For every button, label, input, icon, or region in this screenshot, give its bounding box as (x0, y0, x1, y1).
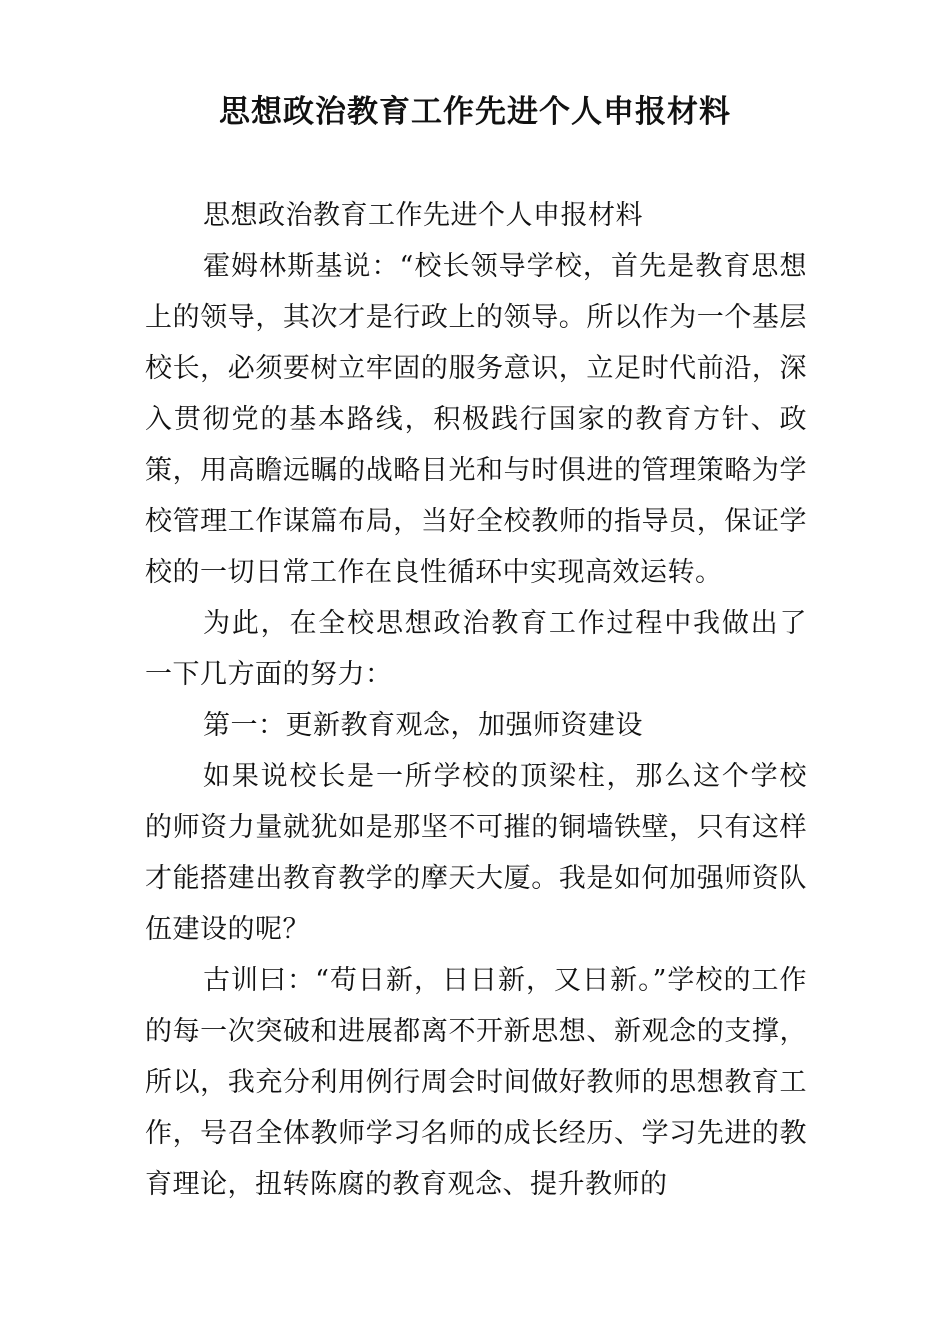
paragraph-efforts: 为此，在全校思想政治教育工作过程中我做出了一下几方面的努力： (145, 608, 807, 690)
paragraph-motto: 古训曰：“苟日新，日日新，又日新。”学校的工作的每一次突破和进展都离不开新思想、新观念的支撑，所以，我充分利用例行周会时间做好教师的思想教育工作，号召全体教师学习名师的成长经历、学习先进的教育理论，扭转陈腐的教育观念、提升教师的 (145, 965, 807, 1200)
document-title: 思想政治教育工作先进个人申报材料 (219, 94, 731, 130)
paragraph-subtitle: 思想政治教育工作先进个人申报材料 (203, 200, 643, 231)
paragraph-teachers: 如果说校长是一所学校的顶梁柱，那么这个学校的师资力量就犹如是那坚不可摧的铜墙铁壁，只有这样才能搭建出教育教学的摩天大厦。我是如何加强师资队伍建设的呢？ (145, 761, 807, 945)
document-body (145, 190, 807, 1210)
paragraph-quote-intro: 霍姆林斯基说：“校长领导学校，首先是教育思想上的领导，其次才是行政上的领导。所以作为一个基层校长，必须要树立牢固的服务意识，立足时代前沿，深入贯彻党的基本路线，积极践行国家的教育方针、政策，用高瞻远瞩的战略目光和与时俱进的管理策略为学校管理工作谋篇布局，当好全校教师的指导员，保证学校的一切日常工作在良性循环中实现高效运转。 (145, 251, 807, 588)
section-heading-first: 第一：更新教育观念，加强师资建设 (203, 710, 643, 741)
